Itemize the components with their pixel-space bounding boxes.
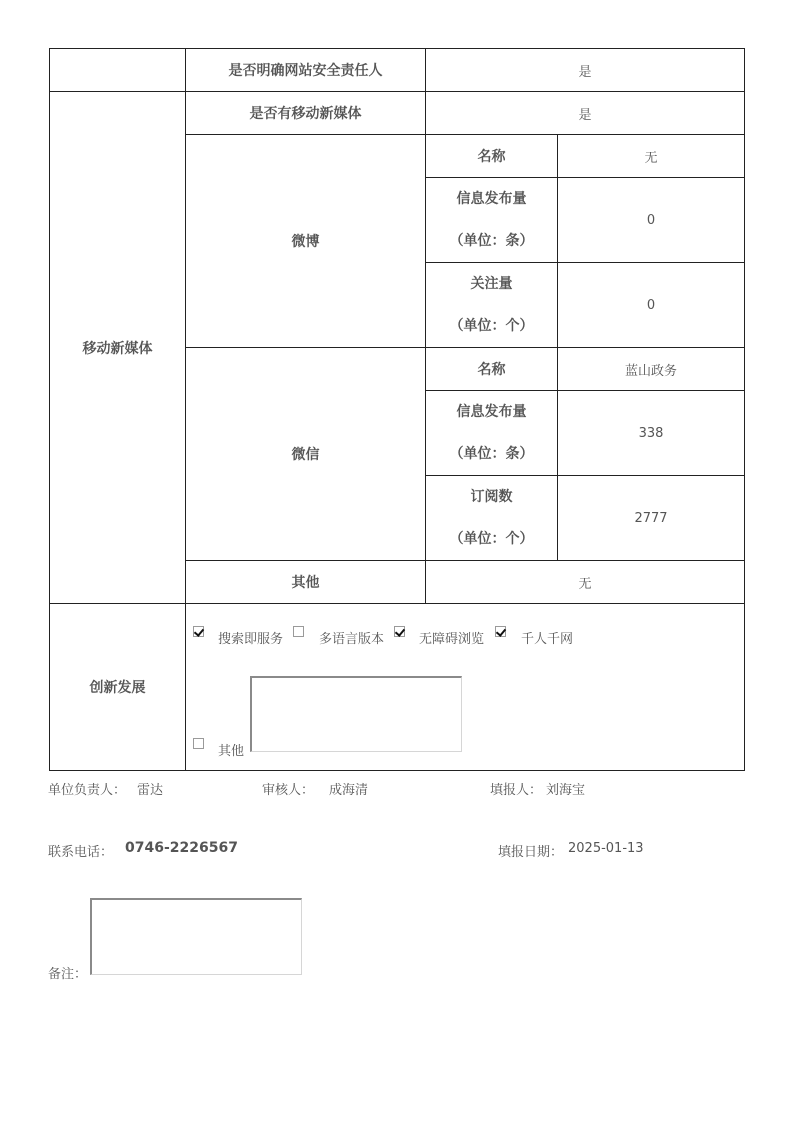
security-person-value: 是 (426, 49, 745, 92)
weibo-followers-label-text: 关注量 (470, 276, 513, 292)
filler-label: 填报人： (490, 783, 543, 798)
wechat-posts-label-text: 信息发布量 (456, 404, 527, 420)
wechat-subs-value: 2777 (558, 476, 745, 561)
weibo-posts-unit: （单位：条） (449, 233, 534, 249)
innovation-other-label: 其他 (218, 744, 245, 759)
weibo-followers-unit: （单位：个） (449, 318, 534, 334)
weibo-followers-label (426, 263, 558, 348)
wechat-subs-label-text: 订阅数 (470, 489, 513, 505)
wechat-label: 微信 (186, 348, 426, 561)
unit-head-value: 雷达 (137, 783, 164, 798)
phone-value: 0746-2226567 (125, 840, 238, 856)
weibo-followers-value: 0 (558, 263, 745, 348)
innovation-options (186, 604, 744, 769)
weibo-name-value: 无 (558, 135, 745, 178)
wechat-posts-value: 338 (558, 391, 745, 476)
wechat-subs-unit: （单位：个） (449, 531, 534, 547)
search-service-checkbox[interactable] (193, 626, 204, 637)
remark-textarea[interactable] (90, 898, 302, 975)
accessibility-label: 无障碍浏览 (419, 632, 485, 647)
weibo-posts-label (426, 178, 558, 263)
security-person-label: 是否明确网站安全责任人 (186, 49, 426, 92)
other-media-value: 无 (426, 561, 745, 604)
accessibility-checkbox[interactable] (394, 626, 405, 637)
has-mobile-media-label: 是否有移动新媒体 (186, 92, 426, 135)
reviewer-value: 成海清 (329, 783, 369, 798)
innovation-options-cell (186, 604, 745, 771)
remark-label: 备注： (48, 967, 88, 982)
weibo-posts-label-text: 信息发布量 (456, 191, 527, 207)
empty-corner-cell (50, 49, 186, 92)
weibo-name-label: 名称 (426, 135, 558, 178)
innovation-label: 创新发展 (50, 604, 186, 771)
weibo-posts-value: 0 (558, 178, 745, 263)
wechat-name-label: 名称 (426, 348, 558, 391)
innovation-other-textarea[interactable] (250, 676, 462, 752)
personalized-web-label: 千人千网 (521, 632, 574, 647)
filler-value: 刘海宝 (546, 783, 586, 798)
phone-label: 联系电话： (48, 845, 114, 860)
multilingual-checkbox[interactable] (293, 626, 304, 637)
wechat-posts-unit: （单位：条） (449, 446, 534, 462)
innovation-other-checkbox[interactable] (193, 738, 204, 749)
report-table (49, 48, 745, 771)
reviewer-label: 审核人： (262, 783, 315, 798)
personalized-web-checkbox[interactable] (495, 626, 506, 637)
multilingual-label: 多语言版本 (319, 632, 385, 647)
date-value: 2025-01-13 (568, 841, 644, 856)
search-service-label: 搜索即服务 (218, 632, 284, 647)
wechat-name-value: 蓝山政务 (558, 348, 745, 391)
unit-head-label: 单位负责人： (48, 783, 127, 798)
mobile-media-section-label: 移动新媒体 (50, 92, 186, 604)
wechat-posts-label (426, 391, 558, 476)
weibo-label: 微博 (186, 135, 426, 348)
has-mobile-media-value: 是 (426, 92, 745, 135)
wechat-subs-label (426, 476, 558, 561)
date-label: 填报日期： (498, 845, 564, 860)
other-media-label: 其他 (186, 561, 426, 604)
